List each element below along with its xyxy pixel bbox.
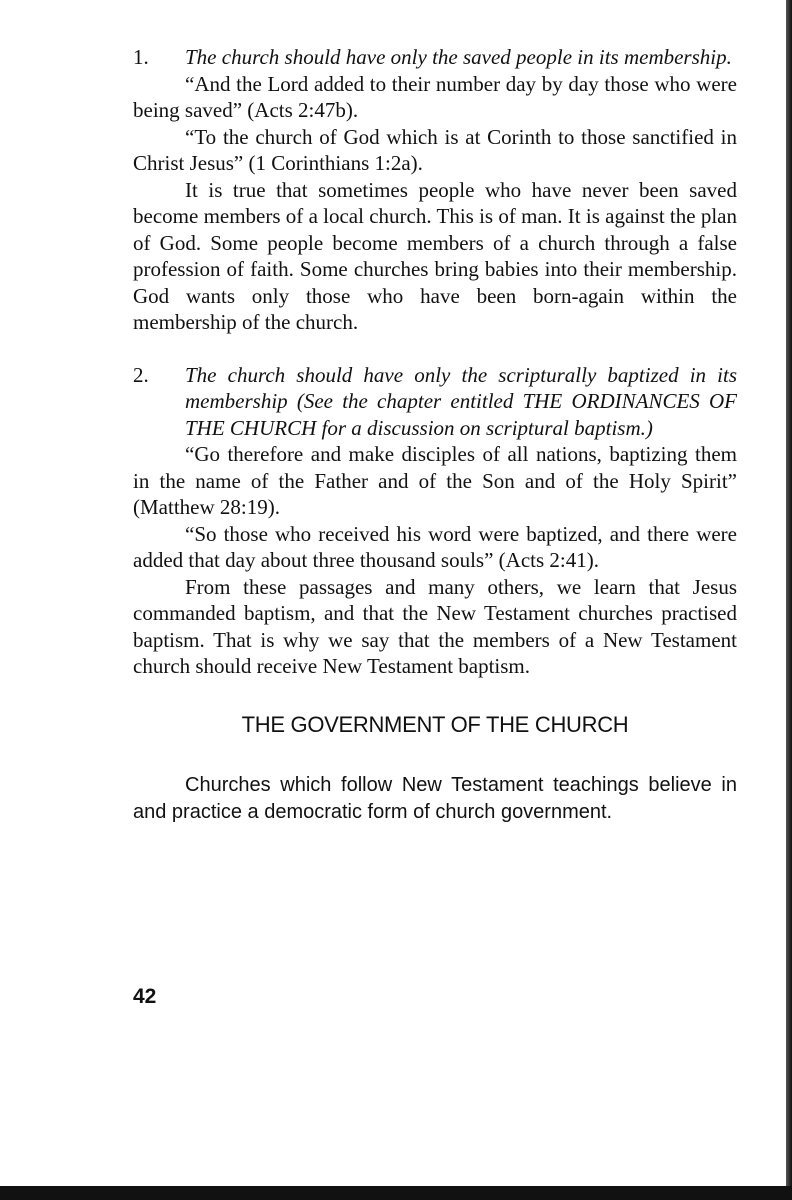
point-2-quote-matthew: “Go therefore and make disciples of all nations, baptizing them in the name of the Father and of the Son and of the Holy Spirit” (Matthew 28:19). — [133, 442, 737, 519]
point-1-explanation: It is true that sometimes people who have never been saved become members of a local church. This is of man. It is against the plan of God. Some people become members of a church through a false profession of faith. Some churches bring babies into their membership. God wants only those who have been born-again within the membership of the church. — [133, 177, 737, 334]
point-2-quote-acts: “So those who received his word were baptized, and there were added that day about three thousand souls” (Acts 2:41). — [133, 521, 737, 572]
point-2-heading — [133, 362, 737, 442]
page-number: 42 — [133, 985, 157, 1008]
point-1-quote-corinthians: “To the church of God which is at Corinth to those sanctified in Christ Jesus” (1 Corinthians 1:2a). — [133, 124, 737, 175]
scan-edge-right — [786, 0, 792, 1200]
section-title: THE GOVERNMENT OF THE CHURCH — [241, 711, 629, 737]
point-2-number: 2. — [133, 362, 149, 387]
point-1-heading-text: The church should have only the saved people in its membership. — [185, 45, 732, 69]
point-1-heading — [133, 44, 737, 71]
section-paragraph: Churches which follow New Testament teachings believe in and practice a democratic form of church government. — [133, 774, 737, 823]
point-1-number: 1. — [133, 45, 149, 69]
scan-edge-bottom — [0, 1186, 792, 1200]
point-1-quote-acts: “And the Lord added to their number day by day those who were being saved” (Acts 2:47b). — [133, 71, 737, 122]
point-2-heading-text: The church should have only the scripturally baptized in its membership (See the chapter entitled THE ORDINANCES OF THE CHURCH for a discussion on scriptural baptism.) — [185, 362, 737, 440]
page-body — [133, 44, 737, 825]
point-2-explanation: From these passages and many others, we learn that Jesus commanded baptism, and that the New Testament churches practised baptism. That is why we say that the members of a New Testament church should receive New Testament baptism. — [133, 574, 737, 678]
